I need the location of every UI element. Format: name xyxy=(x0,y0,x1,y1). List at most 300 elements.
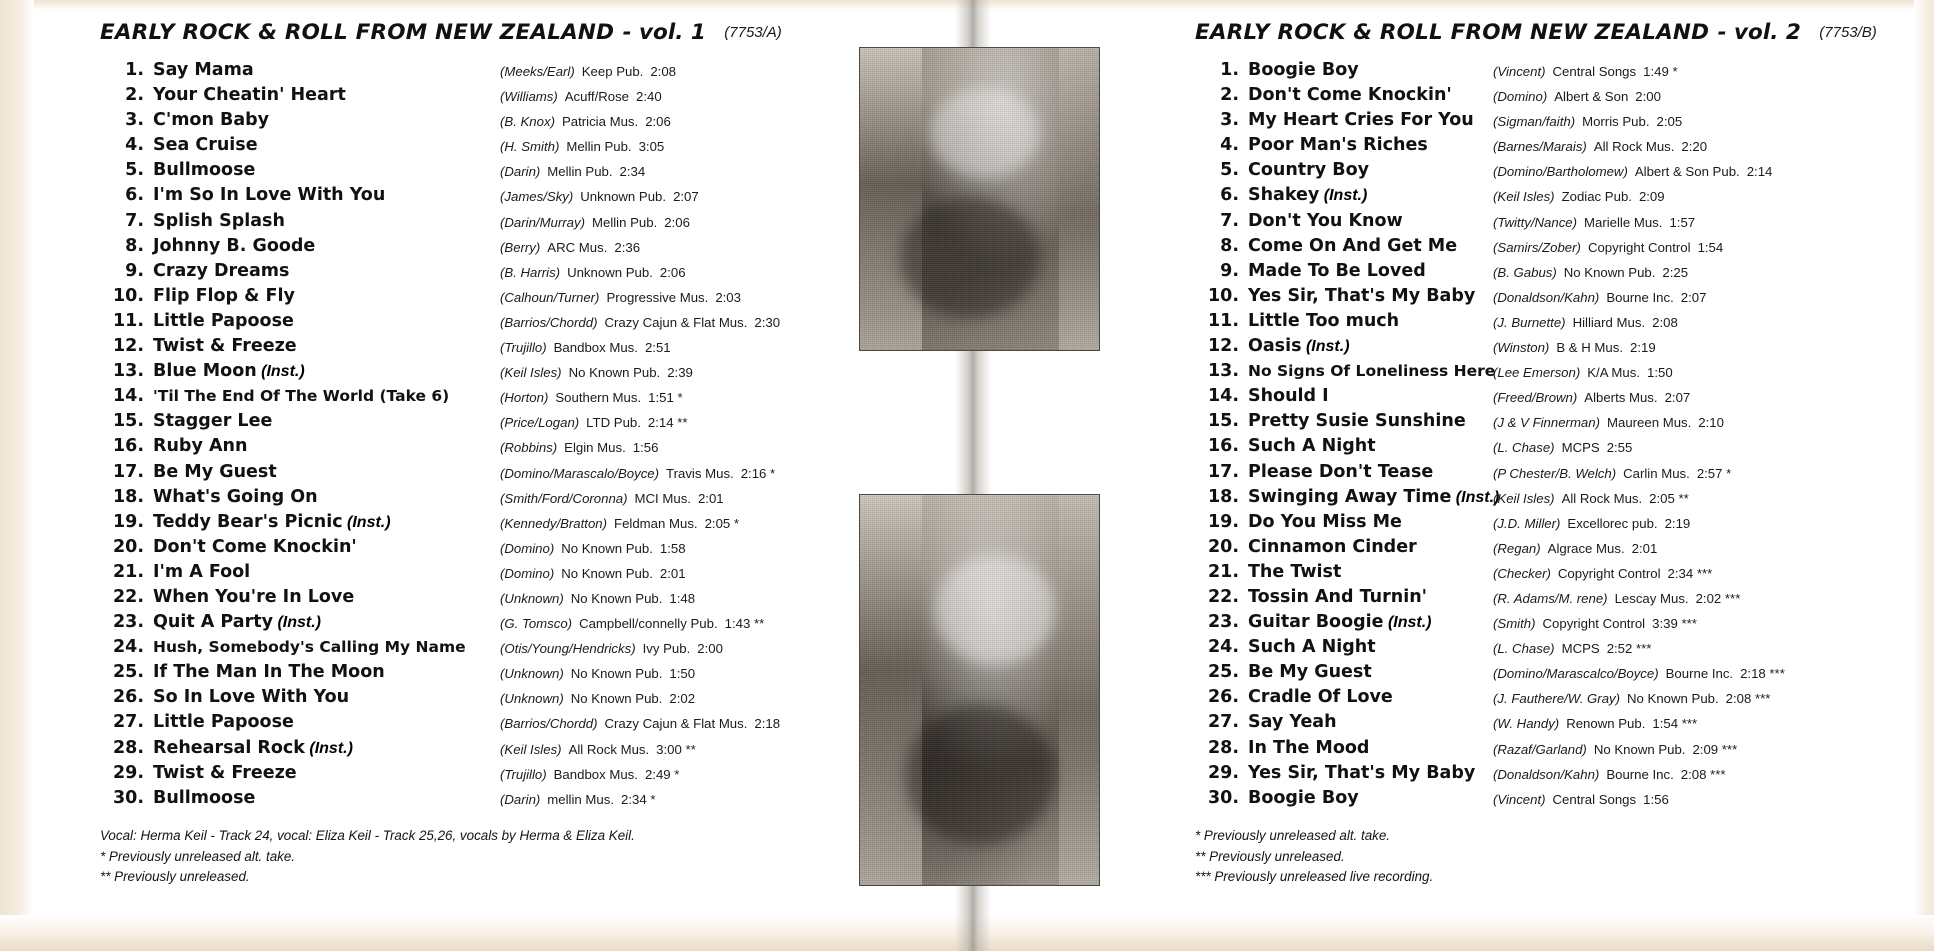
track-row xyxy=(100,612,860,637)
track-title: Twist & Freeze xyxy=(153,336,297,357)
track-title: So In Love With You xyxy=(153,687,350,708)
track-publisher: Albert & Son Pub. xyxy=(1634,164,1740,180)
track-writers: (Sigman/faith) xyxy=(1493,114,1576,130)
track-publisher: No Known Pub. xyxy=(561,565,653,581)
track-row xyxy=(100,487,860,512)
track-duration: 2:10 xyxy=(1698,415,1724,431)
track-writers: (L. Chase) xyxy=(1493,641,1555,657)
track-duration: 2:00 xyxy=(1635,89,1661,105)
track-credits xyxy=(1493,491,1689,506)
track-publisher: Bourne Inc. xyxy=(1665,666,1734,682)
track-publisher: Renown Pub. xyxy=(1566,716,1646,732)
track-title: Be My Guest xyxy=(153,461,277,482)
track-title: Flip Flop & Fly xyxy=(153,285,295,306)
track-publisher: Carlin Mus. xyxy=(1623,465,1690,481)
track-duration: 1:43 ** xyxy=(724,616,765,632)
track-writers: (Darin/Murray) xyxy=(500,214,585,230)
track-writers: (Vincent) xyxy=(1493,64,1546,79)
track-row xyxy=(100,562,860,587)
track-number: 11. xyxy=(112,310,144,331)
track-credits xyxy=(1493,591,1740,606)
track-title: Little Papoose xyxy=(153,712,294,733)
track-row xyxy=(100,211,860,236)
track-credits xyxy=(1493,415,1724,430)
track-title: Teddy Bear's Picnic xyxy=(153,511,343,532)
track-title: Little Too much xyxy=(1248,310,1400,331)
track-writers: (Freed/Brown) xyxy=(1493,390,1578,406)
track-title: No Signs Of Loneliness Here xyxy=(1248,362,1496,381)
track-credits xyxy=(500,767,679,782)
track-duration: 2:06 xyxy=(664,214,690,230)
track-number: 30. xyxy=(112,787,144,808)
track-credits xyxy=(1493,340,1656,355)
left-page-tracklist xyxy=(100,60,860,813)
track-title: Guitar Boogie xyxy=(1248,612,1384,633)
track-title: Rehearsal Rock xyxy=(153,737,305,758)
track-credits xyxy=(500,315,780,330)
track-number: 20. xyxy=(112,536,144,557)
track-publisher: Unknown Pub. xyxy=(567,264,653,280)
track-number: 1. xyxy=(125,60,144,80)
footnote: ** Previously unreleased. xyxy=(1195,848,1345,864)
track-credits xyxy=(1493,716,1697,731)
track-publisher: B & H Mus. xyxy=(1556,340,1623,356)
track-row xyxy=(100,336,860,361)
track-number: 28. xyxy=(112,737,144,758)
track-publisher: Bourne Inc. xyxy=(1606,289,1674,305)
track-instrumental-marker: (Inst.) xyxy=(1383,614,1432,632)
track-row xyxy=(1195,436,1915,461)
track-credits xyxy=(500,240,640,255)
track-number: 19. xyxy=(1207,511,1239,532)
track-duration: 2:16 * xyxy=(740,465,776,481)
track-row xyxy=(100,712,860,737)
track-duration: 2:05 xyxy=(1656,114,1683,130)
track-title: Splish Splash xyxy=(153,210,285,231)
track-title: 'Til The End Of The World (Take 6) xyxy=(153,387,450,406)
track-row xyxy=(100,738,860,763)
track-number: 26. xyxy=(112,687,144,708)
track-number: 14. xyxy=(112,386,144,407)
track-credits xyxy=(500,742,696,757)
track-duration: 2:34 * xyxy=(620,791,656,807)
track-row xyxy=(1195,637,1915,662)
track-publisher: Crazy Cajun & Flat Mus. xyxy=(604,716,748,732)
track-duration: 2:05 ** xyxy=(1649,490,1689,506)
track-publisher: Ivy Pub. xyxy=(642,641,691,657)
track-row xyxy=(1195,687,1915,712)
track-number: 7. xyxy=(125,210,144,231)
track-credits xyxy=(500,541,686,556)
track-credits xyxy=(1493,265,1688,280)
track-number: 5. xyxy=(1220,160,1239,181)
track-duration: 2:06 xyxy=(645,114,671,130)
track-publisher: Alberts Mus. xyxy=(1584,390,1658,406)
track-publisher: Bandbox Mus. xyxy=(553,340,638,356)
track-writers: (Otis/Young/Hendricks) xyxy=(500,641,636,657)
track-credits xyxy=(1493,139,1707,154)
track-row xyxy=(1195,562,1915,587)
track-number: 22. xyxy=(112,586,144,607)
track-number: 8. xyxy=(1220,235,1239,256)
track-number: 12. xyxy=(1207,336,1239,357)
footnote: ** Previously unreleased. xyxy=(100,869,250,884)
track-writers: (Checker) xyxy=(1493,565,1551,581)
track-duration: 2:08 *** xyxy=(1725,691,1771,707)
track-number: 9. xyxy=(1220,260,1239,281)
track-publisher: No Known Pub. xyxy=(570,691,663,707)
track-publisher: ARC Mus. xyxy=(547,239,608,255)
track-title: Little Papoose xyxy=(153,310,294,331)
track-instrumental-marker: (Inst.) xyxy=(256,363,305,381)
track-row xyxy=(1195,386,1915,411)
track-credits xyxy=(500,114,671,129)
band-photo-top xyxy=(859,47,1100,351)
track-credits xyxy=(500,591,695,606)
track-writers: (Trujillo) xyxy=(500,766,547,782)
photo-top-grain xyxy=(860,48,1099,350)
track-publisher: Keep Pub. xyxy=(581,64,644,79)
track-duration: 2:06 xyxy=(659,264,686,280)
track-duration: 1:54 *** xyxy=(1652,716,1698,732)
track-publisher: No Known Pub. xyxy=(561,540,653,556)
track-writers: (Unknown) xyxy=(500,590,564,606)
track-row xyxy=(1195,361,1915,386)
track-row xyxy=(100,411,860,436)
track-title: I'm A Fool xyxy=(153,561,251,582)
track-title: Twist & Freeze xyxy=(153,762,297,783)
track-title: Blue Moon xyxy=(153,361,257,382)
track-writers: (Winston) xyxy=(1493,340,1550,356)
left-page-title: EARLY ROCK & ROLL FROM NEW ZEALAND xyxy=(100,20,615,45)
track-title: Yes Sir, That's My Baby xyxy=(1248,285,1476,306)
track-credits xyxy=(500,691,695,706)
track-instrumental-marker: (Inst.) xyxy=(1451,488,1500,506)
track-number: 7. xyxy=(1220,210,1239,231)
track-duration: 2:07 xyxy=(673,189,699,205)
track-publisher: Mellin Pub. xyxy=(566,139,632,155)
track-credits xyxy=(1493,240,1723,255)
track-row xyxy=(100,236,860,261)
track-duration: 2:07 xyxy=(1664,390,1691,406)
track-publisher: Southern Mus. xyxy=(555,390,642,406)
track-duration: 3:39 *** xyxy=(1652,616,1697,632)
track-writers: (Smith/Ford/Coronna) xyxy=(500,490,628,506)
track-credits xyxy=(500,390,683,405)
track-number: 13. xyxy=(1207,361,1239,382)
track-publisher: Albert & Son xyxy=(1554,89,1629,105)
track-writers: (Keil Isles) xyxy=(500,365,562,381)
track-writers: (Domino/Bartholomew) xyxy=(1493,164,1628,180)
track-number: 10. xyxy=(112,285,144,306)
track-credits xyxy=(1493,742,1737,757)
track-number: 18. xyxy=(112,486,144,507)
right-page-notes xyxy=(1195,826,1895,888)
track-publisher: Hilliard Mus. xyxy=(1572,314,1646,330)
track-duration: 2:08 xyxy=(650,64,677,79)
track-number: 19. xyxy=(112,511,144,532)
track-title: Bullmoose xyxy=(153,160,256,181)
track-title: Boogie Boy xyxy=(1248,60,1359,80)
track-title: Don't You Know xyxy=(1248,210,1403,231)
track-credits xyxy=(500,139,664,154)
track-number: 27. xyxy=(1207,712,1239,733)
track-title: Please Don't Tease xyxy=(1248,461,1434,482)
track-writers: (Lee Emerson) xyxy=(1493,365,1581,381)
track-publisher: Copyright Control xyxy=(1542,616,1646,632)
track-row xyxy=(100,462,860,487)
track-title: Pretty Susie Sunshine xyxy=(1248,411,1466,432)
track-writers: (Barnes/Marais) xyxy=(1493,139,1587,155)
track-duration: 1:54 xyxy=(1697,239,1724,255)
track-title: Such A Night xyxy=(1248,436,1376,457)
track-writers: (B. Harris) xyxy=(500,264,561,280)
track-duration: 2:09 xyxy=(1638,189,1665,205)
track-row xyxy=(1195,185,1915,210)
track-title: When You're In Love xyxy=(153,586,355,607)
track-credits xyxy=(1493,792,1669,807)
track-credits xyxy=(1493,541,1657,556)
track-number: 15. xyxy=(1207,411,1239,432)
track-publisher: Marielle Mus. xyxy=(1584,214,1663,230)
track-number: 24. xyxy=(112,637,144,658)
track-publisher: MCI Mus. xyxy=(634,490,691,506)
track-publisher: MCPS xyxy=(1561,440,1600,456)
track-credits xyxy=(1493,215,1695,230)
track-publisher: All Rock Mus. xyxy=(1561,490,1643,506)
track-writers: (Keil Isles) xyxy=(1493,490,1555,506)
track-writers: (Domino) xyxy=(500,565,555,581)
track-row xyxy=(1195,261,1915,286)
track-row xyxy=(1195,135,1915,160)
track-number: 3. xyxy=(125,110,144,131)
track-title: Boogie Boy xyxy=(1248,787,1359,808)
track-publisher: Maureen Mus. xyxy=(1607,415,1692,431)
track-writers: (Horton) xyxy=(500,390,549,406)
track-row xyxy=(100,386,860,411)
track-duration: 2:02 *** xyxy=(1695,590,1741,606)
track-row xyxy=(1195,160,1915,185)
track-credits xyxy=(1493,641,1651,656)
track-number: 20. xyxy=(1207,536,1239,557)
track-credits xyxy=(1493,616,1697,631)
track-writers: (Keil Isles) xyxy=(1493,189,1555,205)
left-page-volume: - vol. 1 xyxy=(622,20,706,45)
track-writers: (Twitty/Nance) xyxy=(1493,214,1578,230)
track-duration: 2:09 *** xyxy=(1692,741,1738,757)
track-duration: 2:19 xyxy=(1630,340,1656,356)
track-writers: (W. Handy) xyxy=(1493,716,1560,732)
track-instrumental-marker: (Inst.) xyxy=(1301,338,1350,356)
track-credits xyxy=(1493,64,1678,79)
track-writers: (Razaf/Garland) xyxy=(1493,741,1587,757)
track-number: 26. xyxy=(1207,687,1239,708)
track-number: 15. xyxy=(112,411,144,432)
track-duration: 2:05 * xyxy=(704,515,740,531)
track-title: Be My Guest xyxy=(1248,662,1372,683)
track-credits xyxy=(1493,114,1682,129)
track-number: 30. xyxy=(1207,787,1239,808)
track-title: Sea Cruise xyxy=(153,135,258,156)
track-credits xyxy=(1493,566,1712,581)
track-writers: (J. Burnette) xyxy=(1493,314,1566,330)
track-duration: 1:56 xyxy=(632,440,659,456)
track-publisher: Zodiac Pub. xyxy=(1561,189,1632,205)
track-duration: 2:00 xyxy=(697,641,723,657)
track-writers: (Domino) xyxy=(500,540,555,556)
track-title: Ruby Ann xyxy=(153,436,248,457)
track-number: 4. xyxy=(1220,135,1239,156)
track-credits xyxy=(1493,516,1690,531)
track-writers: (Keil Isles) xyxy=(500,741,562,757)
track-instrumental-marker: (Inst.) xyxy=(304,739,353,757)
track-publisher: Morris Pub. xyxy=(1582,114,1650,130)
track-number: 2. xyxy=(125,85,144,106)
track-writers: (Barrios/Chordd) xyxy=(500,716,598,732)
track-writers: (J. Fauthere/W. Gray) xyxy=(1493,691,1621,707)
track-writers: (Smith) xyxy=(1493,616,1536,632)
track-number: 27. xyxy=(112,712,144,733)
track-publisher: MCPS xyxy=(1561,641,1600,657)
track-duration: 1:50 xyxy=(1647,365,1673,381)
track-row xyxy=(100,687,860,712)
track-credits xyxy=(500,340,671,355)
track-row xyxy=(1195,462,1915,487)
right-page-tracklist xyxy=(1195,60,1915,813)
left-page-catalog-number: (7753/A) xyxy=(724,24,782,41)
track-writers: (Samirs/Zober) xyxy=(1493,239,1581,255)
track-row xyxy=(1195,738,1915,763)
track-number: 16. xyxy=(1207,436,1239,457)
track-number: 23. xyxy=(1207,612,1239,633)
track-credits xyxy=(500,716,780,731)
track-publisher: No Known Pub. xyxy=(570,666,663,682)
track-number: 29. xyxy=(1207,762,1239,783)
footnote: * Previously unreleased alt. take. xyxy=(1195,828,1391,843)
track-number: 12. xyxy=(112,336,144,357)
track-duration: 2:34 *** xyxy=(1667,565,1713,581)
track-title: Say Mama xyxy=(153,60,254,80)
track-title: Johnny B. Goode xyxy=(153,235,316,256)
track-credits xyxy=(500,365,693,380)
track-number: 13. xyxy=(112,361,144,382)
track-title: Don't Come Knockin' xyxy=(153,536,357,557)
track-writers: (Price/Logan) xyxy=(500,415,580,431)
track-title: Should I xyxy=(1248,386,1329,407)
track-writers: (Donaldson/Kahn) xyxy=(1493,766,1600,782)
track-row xyxy=(1195,60,1915,85)
track-credits xyxy=(500,792,655,807)
track-publisher: Lescay Mus. xyxy=(1614,590,1689,606)
track-duration: 2:25 xyxy=(1662,264,1689,280)
track-publisher: Progressive Mus. xyxy=(606,289,709,305)
track-writers: (Domino/Marascalo/Boyce) xyxy=(500,465,660,481)
track-row xyxy=(100,261,860,286)
track-writers: (G. Tomsco) xyxy=(500,616,573,632)
track-writers: (Trujillo) xyxy=(500,340,547,356)
track-row xyxy=(1195,311,1915,336)
track-duration: 2:52 *** xyxy=(1606,641,1652,657)
track-writers: (Vincent) xyxy=(1493,791,1546,807)
track-title: Bullmoose xyxy=(153,787,256,808)
track-row xyxy=(100,361,860,386)
track-number: 4. xyxy=(125,135,144,156)
track-instrumental-marker: (Inst.) xyxy=(342,513,391,531)
track-publisher: Mellin Pub. xyxy=(592,214,658,230)
track-number: 9. xyxy=(125,260,144,281)
track-publisher: Mellin Pub. xyxy=(547,164,613,180)
track-number: 17. xyxy=(112,461,144,482)
photo-bottom-grain xyxy=(860,495,1099,885)
track-credits xyxy=(1493,666,1785,681)
track-writers: (J.D. Miller) xyxy=(1493,515,1561,531)
track-publisher: Unknown Pub. xyxy=(580,189,667,205)
track-publisher: No Known Pub. xyxy=(1627,691,1719,707)
track-duration: 2:01 xyxy=(1631,540,1658,556)
track-row xyxy=(100,135,860,160)
track-number: 29. xyxy=(112,762,144,783)
track-credits xyxy=(1493,365,1673,380)
track-duration: 2:18 *** xyxy=(1740,666,1785,682)
track-title: The Twist xyxy=(1248,561,1342,582)
track-writers: (Domino) xyxy=(1493,89,1548,105)
track-number: 18. xyxy=(1207,486,1239,507)
track-publisher: No Known Pub. xyxy=(1563,264,1656,280)
track-row xyxy=(100,311,860,336)
track-credits xyxy=(1493,767,1726,782)
track-writers: (Darin) xyxy=(500,164,541,180)
track-row xyxy=(1195,487,1915,512)
track-duration: 1:51 * xyxy=(648,390,683,406)
track-writers: (Unknown) xyxy=(500,691,564,707)
track-title: Yes Sir, That's My Baby xyxy=(1248,762,1476,783)
track-writers: (Domino/Marascalco/Boyce) xyxy=(1493,666,1659,682)
track-row xyxy=(100,185,860,210)
track-number: 28. xyxy=(1207,737,1239,758)
track-credits xyxy=(1493,164,1772,179)
track-row xyxy=(100,788,860,813)
track-title: Cinnamon Cinder xyxy=(1248,536,1417,557)
track-number: 22. xyxy=(1207,586,1239,607)
track-publisher: Acuff/Rose xyxy=(564,89,630,105)
track-writers: (Barrios/Chordd) xyxy=(500,314,598,330)
left-page-notes xyxy=(100,826,840,888)
track-publisher: mellin Mus. xyxy=(547,791,614,807)
track-title: C'mon Baby xyxy=(153,110,270,131)
track-duration: 2:08 *** xyxy=(1680,766,1726,782)
track-row xyxy=(100,763,860,788)
track-writers: (Berry) xyxy=(500,239,541,255)
track-duration: 2:01 xyxy=(697,490,724,506)
right-page-volume: - vol. 2 xyxy=(1717,20,1801,45)
track-title: Your Cheatin' Heart xyxy=(153,85,346,106)
track-credits xyxy=(500,616,764,631)
track-duration: 1:58 xyxy=(659,540,686,556)
track-number: 14. xyxy=(1207,386,1239,407)
track-writers: (L. Chase) xyxy=(1493,440,1555,456)
track-row xyxy=(1195,612,1915,637)
track-writers: (B. Gabus) xyxy=(1493,264,1557,280)
track-publisher: All Rock Mus. xyxy=(568,741,650,757)
track-publisher: Patricia Mus. xyxy=(561,114,639,130)
track-credits xyxy=(1493,390,1690,405)
track-duration: 2:02 xyxy=(669,691,696,707)
track-title: Say Yeah xyxy=(1248,712,1337,733)
track-row xyxy=(100,85,860,110)
track-publisher: Central Songs xyxy=(1552,64,1637,79)
track-duration: 2:36 xyxy=(614,239,641,255)
track-number: 21. xyxy=(112,561,144,582)
